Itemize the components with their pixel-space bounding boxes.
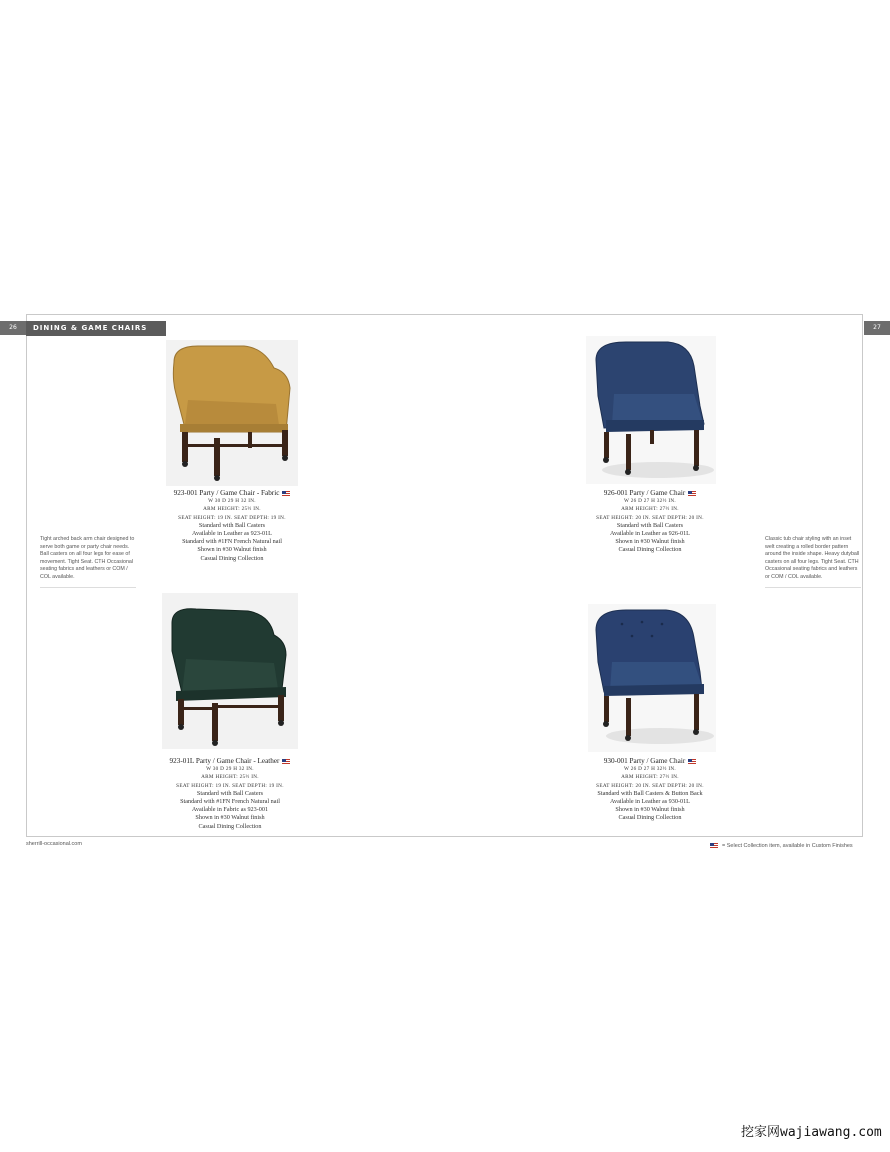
- chair-photo-926-001: [586, 336, 716, 484]
- usa-flag-icon: [282, 491, 290, 496]
- arm-height: ARM HEIGHT: 25½ IN.: [201, 774, 259, 781]
- product-title: 930-001 Party / Game Chair: [603, 757, 686, 765]
- usa-flag-icon: [710, 843, 718, 848]
- chair-photo-930-001: [588, 604, 716, 752]
- watermark: 挖家网wajiawang.com: [741, 1125, 882, 1140]
- section-header: DINING & GAME CHAIRS: [26, 321, 166, 336]
- spec-block-926-001: [560, 489, 740, 555]
- description-right: Classic tub chair styling with an inset welt creating a rolled border pattern around the inside shape. Heavy dutyball casters on all four legs. Tight Seat. CTH Occasional seating fabrics and leathers or COM / COL available.: [765, 536, 861, 588]
- spec-line: Standard with Ball Casters: [198, 521, 266, 529]
- dimensions: W 26 D 27 H 32½ IN.: [624, 498, 676, 505]
- spec-line: Casual Dining Collection: [618, 546, 682, 554]
- page-number-right: 27: [864, 321, 890, 335]
- spec-block-923-01L: [140, 757, 320, 831]
- spec-line: Shown in #30 Walnut finish: [195, 814, 265, 822]
- usa-flag-icon: [282, 759, 290, 764]
- page-number-left: 26: [0, 321, 26, 335]
- product-title: 923-001 Party / Game Chair - Fabric: [173, 489, 280, 497]
- spec-line: Available in Leather as 926-01L: [610, 530, 690, 538]
- product-title: 926-001 Party / Game Chair: [603, 489, 686, 497]
- spec-line: Standard with Ball Casters: [196, 789, 264, 797]
- spec-line: Standard with Ball Casters & Button Back: [597, 789, 703, 797]
- website-link[interactable]: sherrill-occasional.com: [26, 841, 82, 847]
- dimensions: W 30 D 29 H 32 IN.: [206, 766, 254, 773]
- spec-line: Available in Leather as 930-01L: [610, 798, 690, 806]
- spec-line: Standard with Ball Casters: [616, 521, 684, 529]
- spec-block-923-001: [142, 489, 322, 563]
- seat-specs: SEAT HEIGHT: 19 IN. SEAT DEPTH: 19 IN.: [178, 514, 286, 521]
- arm-height: ARM HEIGHT: 27½ IN.: [621, 774, 679, 781]
- usa-flag-icon: [688, 491, 696, 496]
- description-left: Tight arched back arm chair designed to serve both game or party chair needs. Ball casters on all four legs for ease of movement. Tight Seat. CTH Occasional seating fabrics and leathers or COM / COL available.: [40, 536, 136, 588]
- spec-line: Casual Dining Collection: [618, 814, 682, 822]
- product-title: 923-01L Party / Game Chair - Leather: [169, 757, 280, 765]
- seat-specs: SEAT HEIGHT: 20 IN. SEAT DEPTH: 20 IN.: [596, 514, 704, 521]
- spec-line: Casual Dining Collection: [198, 822, 262, 830]
- spec-line: Standard with #1FN French Natural nail: [180, 798, 280, 806]
- spec-line: Casual Dining Collection: [200, 554, 264, 562]
- arm-height: ARM HEIGHT: 25½ IN.: [203, 506, 261, 513]
- spec-line: Available in Leather as 923-01L: [192, 530, 272, 538]
- arm-height: ARM HEIGHT: 27½ IN.: [621, 506, 679, 513]
- spec-line: Standard with #1FN French Natural nail: [182, 538, 282, 546]
- spec-line: Shown in #30 Walnut finish: [197, 546, 267, 554]
- spec-block-930-001: [560, 757, 740, 823]
- spec-line: Shown in #30 Walnut finish: [615, 806, 685, 814]
- spec-line: Available in Fabric as 923-001: [191, 806, 269, 814]
- finish-legend: [710, 843, 866, 849]
- seat-specs: SEAT HEIGHT: 20 IN. SEAT DEPTH: 20 IN.: [596, 782, 704, 789]
- chair-photo-923-001: [166, 340, 298, 486]
- dimensions: W 26 D 27 H 32½ IN.: [624, 766, 676, 773]
- seat-specs: SEAT HEIGHT: 19 IN. SEAT DEPTH: 19 IN.: [176, 782, 284, 789]
- dimensions: W 30 D 29 H 32 IN.: [208, 498, 256, 505]
- legend-text: = Select Collection item, available in Custom Finishes: [722, 843, 853, 849]
- chair-photo-923-01L: [162, 593, 298, 749]
- spec-line: Shown in #30 Walnut finish: [615, 538, 685, 546]
- usa-flag-icon: [688, 759, 696, 764]
